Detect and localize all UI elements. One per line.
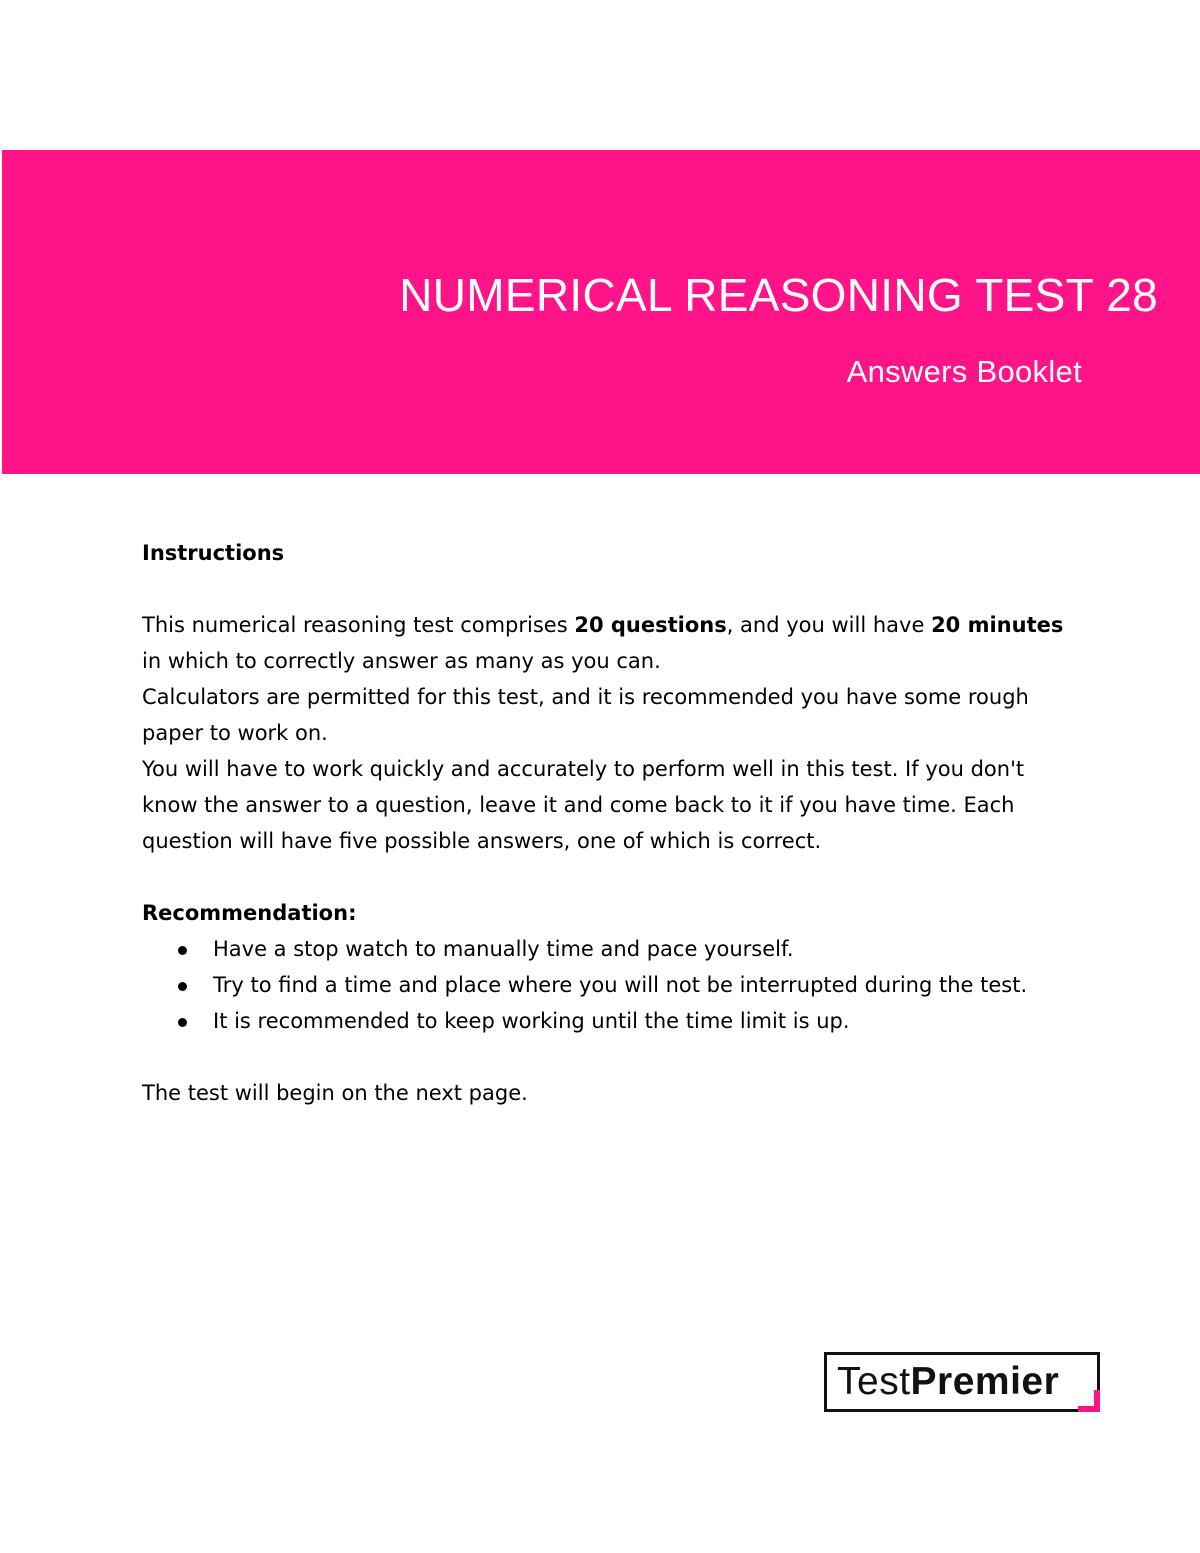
closing-text: The test will begin on the next page. (142, 1081, 528, 1105)
instructions-section (142, 535, 1082, 1111)
bullet-icon (178, 982, 187, 991)
spacer (142, 859, 1082, 895)
spacer (142, 571, 1082, 607)
recommendation-list (142, 931, 1082, 1039)
header-banner (2, 150, 1200, 474)
text-run: This numerical reasoning test comprises (142, 613, 575, 637)
list-item-text: Have a stop watch to manually time and pace yourself. (213, 937, 794, 961)
bullet-icon (178, 946, 187, 955)
testpremier-logo (824, 1352, 1100, 1412)
instructions-paragraph-2: Calculators are permitted for this test, and it is recommended you have some rough paper to work on. (142, 685, 1029, 745)
list-item (142, 967, 1082, 1003)
logo-text-regular: Test (837, 1360, 911, 1403)
question-count: 20 questions (574, 613, 727, 637)
time-limit: 20 minutes (931, 613, 1064, 637)
list-item (142, 931, 1082, 967)
document-title: NUMERICAL REASONING TEST 28 (399, 269, 1158, 321)
list-item (142, 1003, 1082, 1039)
instructions-paragraph-1 (142, 607, 1082, 679)
instructions-heading: Instructions (142, 541, 285, 565)
text-run: in which to correctly answer as many as you can. (142, 649, 661, 673)
list-item-text: It is recommended to keep working until the time limit is up. (213, 1009, 850, 1033)
instructions-paragraph-3: You will have to work quickly and accurately to perform well in this test. If you don't know the answer to a question, leave it and come back to it if you have time. Each question will have five possible answers, one of which is correct. (142, 757, 1025, 853)
document-subtitle: Answers Booklet (846, 354, 1082, 389)
text-run: , and you will have (726, 613, 932, 637)
logo-text (837, 1362, 1059, 1401)
logo-text-bold: Premier (910, 1360, 1060, 1403)
list-item-text: Try to find a time and place where you will not be interrupted during the test. (213, 973, 1028, 997)
recommendation-heading: Recommendation: (142, 901, 357, 925)
logo-accent-icon (1078, 1406, 1100, 1412)
bullet-icon (178, 1018, 187, 1027)
spacer (142, 1039, 1082, 1075)
